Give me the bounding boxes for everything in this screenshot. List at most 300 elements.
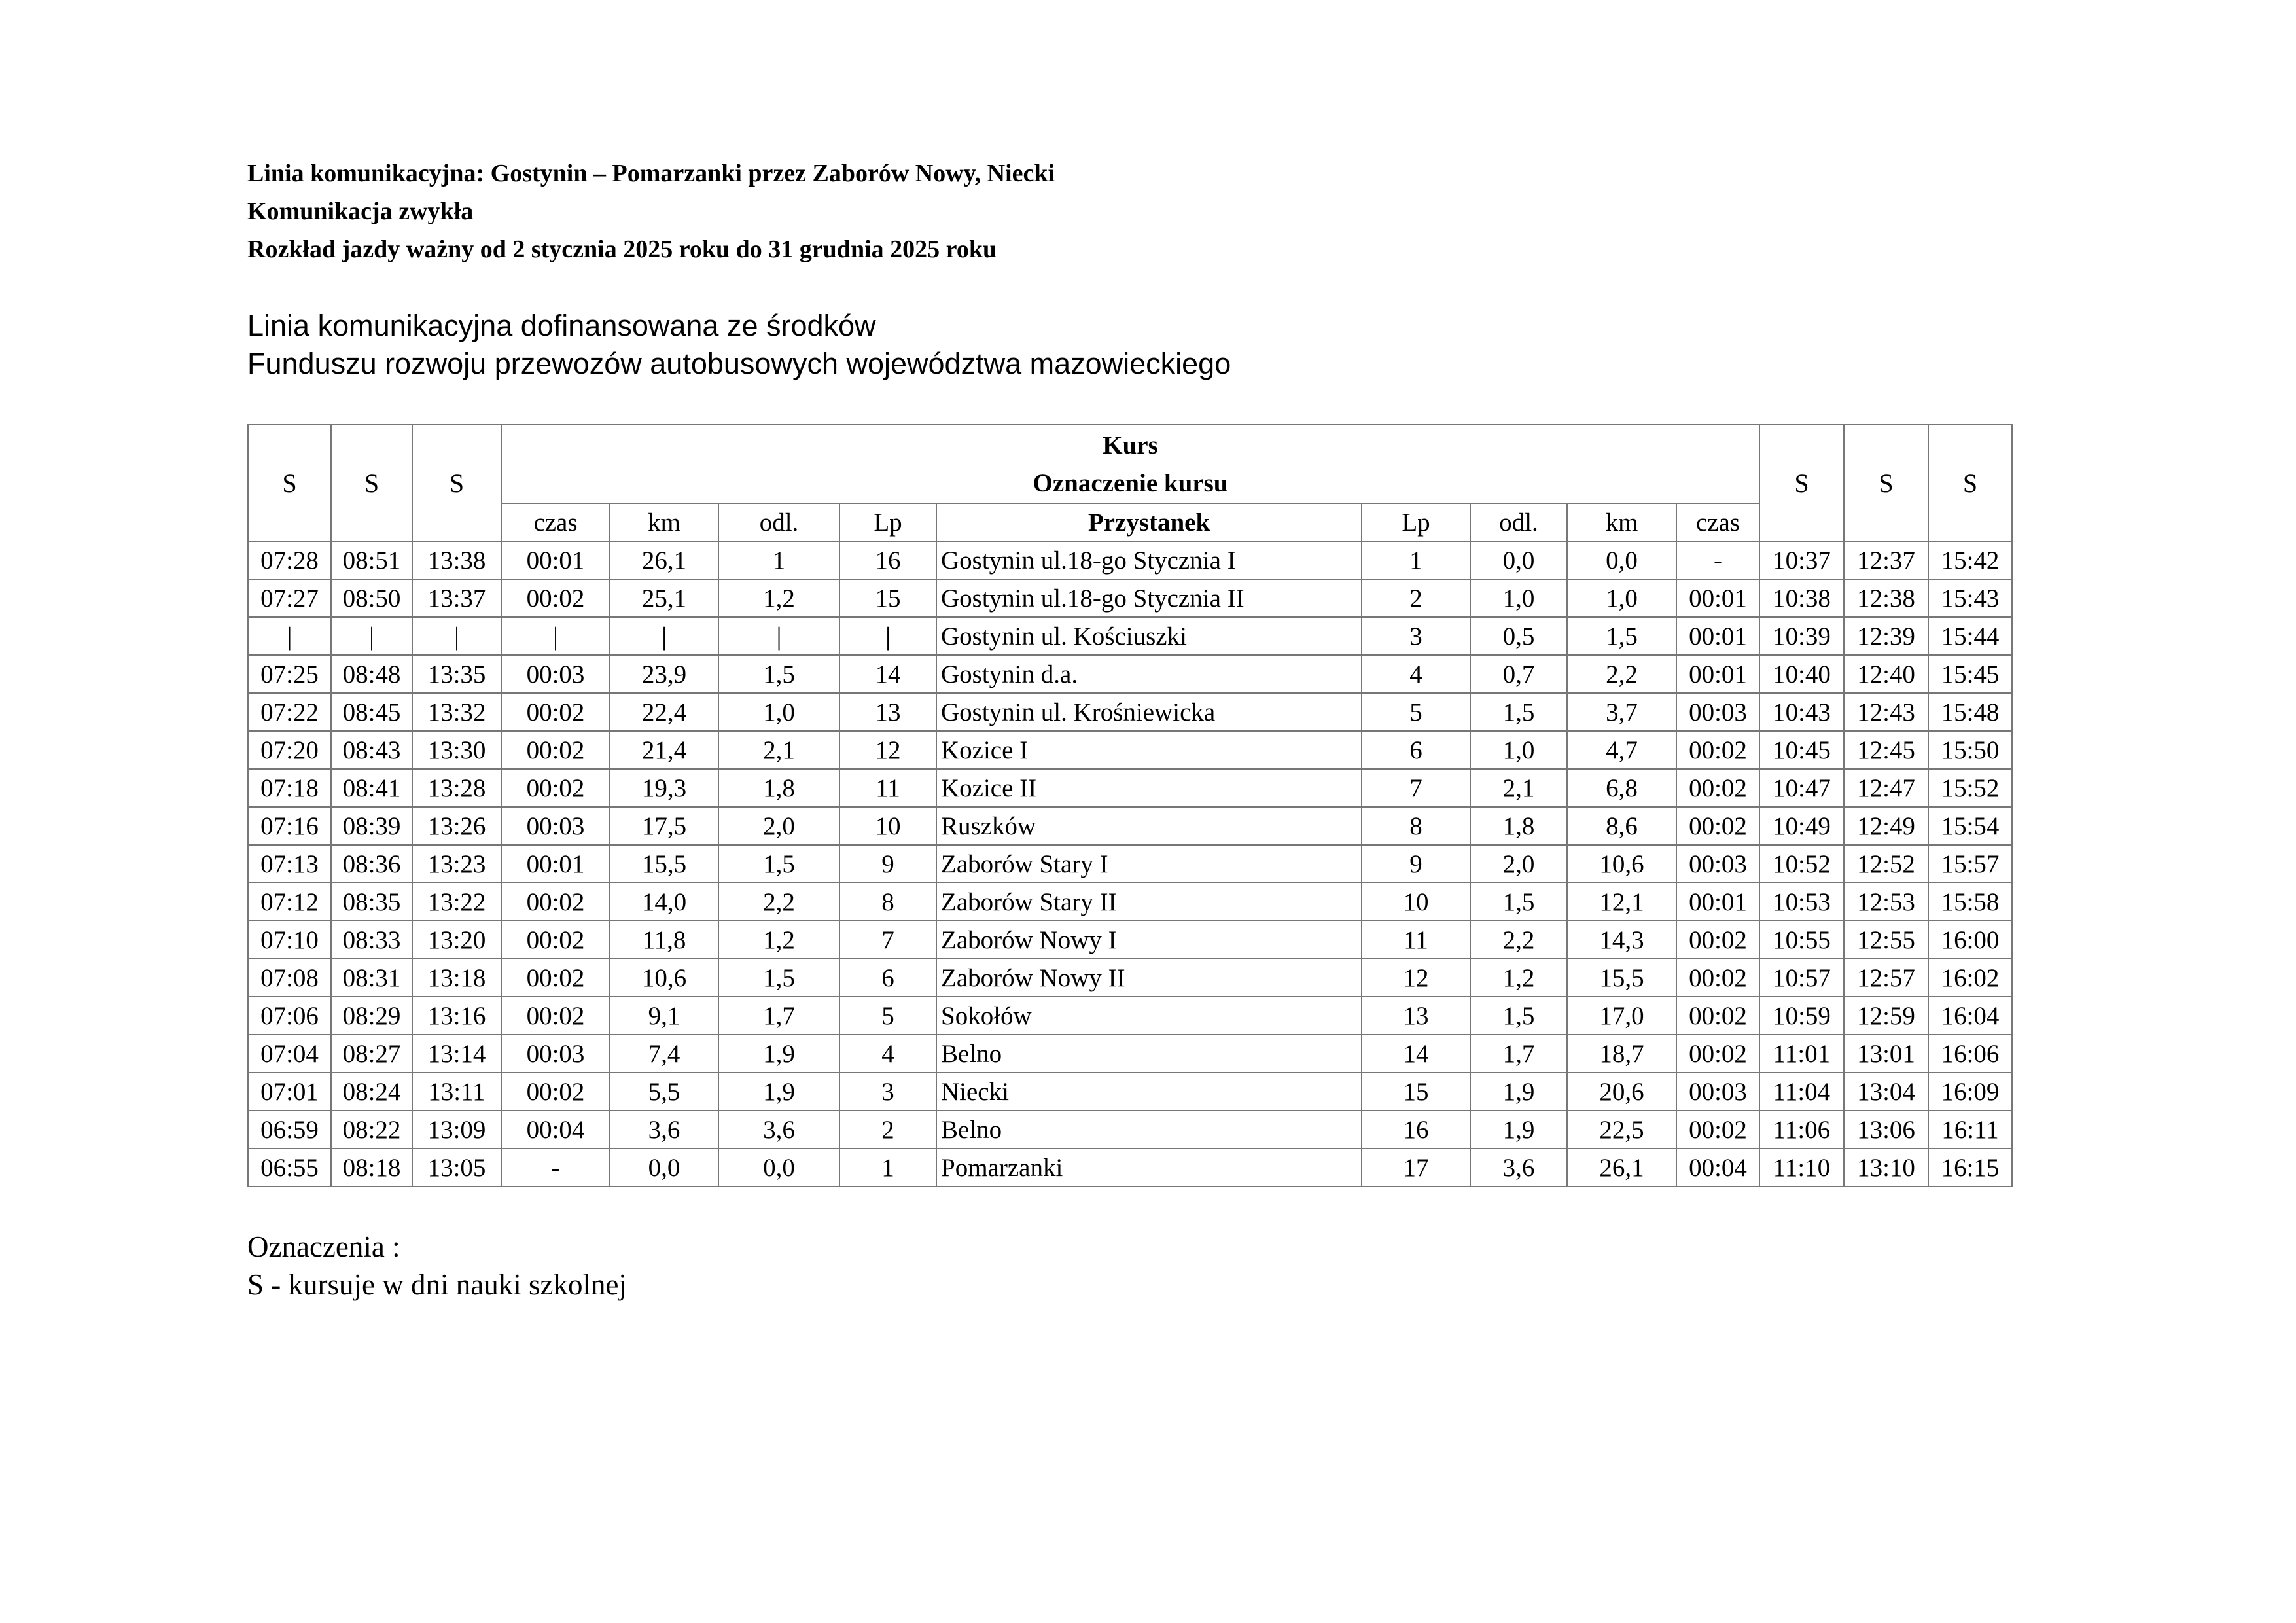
dep-right-3: 15:44 xyxy=(1928,617,2012,655)
timetable-row xyxy=(248,959,2012,997)
czas-right: 00:01 xyxy=(1676,655,1759,693)
dep-right-3: 15:50 xyxy=(1928,731,2012,769)
czas-left: 00:02 xyxy=(501,959,610,997)
lp-left: 8 xyxy=(839,883,936,921)
header-row-kurs xyxy=(248,425,2012,503)
dep-left-2: 08:33 xyxy=(331,921,412,959)
dep-left-2: 08:48 xyxy=(331,655,412,693)
service-type: Komunikacja zwykła xyxy=(247,198,474,225)
czas-left: 00:01 xyxy=(501,845,610,883)
dep-left-3: 13:14 xyxy=(412,1035,501,1073)
lp-right: 2 xyxy=(1362,579,1470,617)
dep-right-3: 16:00 xyxy=(1928,921,2012,959)
dep-right-1: 10:43 xyxy=(1759,693,1844,731)
route-title: Linia komunikacyjna: Gostynin – Pomarzanki przez Zaborów Nowy, Niecki xyxy=(247,160,1055,187)
odl-right: 1,9 xyxy=(1470,1111,1567,1149)
odl-left: 3,6 xyxy=(718,1111,839,1149)
dep-right-2: 12:38 xyxy=(1844,579,1928,617)
dep-right-1: 10:47 xyxy=(1759,769,1844,807)
km-left: 26,1 xyxy=(610,541,718,579)
dep-right-2: 12:52 xyxy=(1844,845,1928,883)
stop-name: Gostynin ul.18-go Stycznia I xyxy=(936,541,1362,579)
dep-right-2: 12:39 xyxy=(1844,617,1928,655)
km-left: 21,4 xyxy=(610,731,718,769)
odl-right: 1,0 xyxy=(1470,579,1567,617)
czas-right: 00:03 xyxy=(1676,845,1759,883)
course-mark-right-2: S xyxy=(1844,425,1928,541)
odl-left: 1,2 xyxy=(718,579,839,617)
dep-right-1: 10:49 xyxy=(1759,807,1844,845)
course-mark-left-2: S xyxy=(331,425,412,541)
dep-left-3: 13:32 xyxy=(412,693,501,731)
czas-right: 00:02 xyxy=(1676,731,1759,769)
lp-right: 15 xyxy=(1362,1073,1470,1111)
dep-right-1: 11:01 xyxy=(1759,1035,1844,1073)
odl-left: 2,0 xyxy=(718,807,839,845)
odl-left: 1,0 xyxy=(718,693,839,731)
dep-right-1: 10:40 xyxy=(1759,655,1844,693)
timetable-row xyxy=(248,731,2012,769)
odl-right: 2,1 xyxy=(1470,769,1567,807)
czas-left: 00:03 xyxy=(501,1035,610,1073)
odl-left: 1,8 xyxy=(718,769,839,807)
dep-right-3: 15:58 xyxy=(1928,883,2012,921)
dep-right-2: 12:57 xyxy=(1844,959,1928,997)
dep-left-2: 08:51 xyxy=(331,541,412,579)
dep-left-3: 13:30 xyxy=(412,731,501,769)
dep-left-3: | xyxy=(412,617,501,655)
lp-right: 7 xyxy=(1362,769,1470,807)
lp-left: 10 xyxy=(839,807,936,845)
czas-right: 00:02 xyxy=(1676,1035,1759,1073)
czas-left: 00:03 xyxy=(501,807,610,845)
timetable-row xyxy=(248,921,2012,959)
czas-right: 00:02 xyxy=(1676,1111,1759,1149)
km-right: 22,5 xyxy=(1567,1111,1676,1149)
stop-name: Kozice II xyxy=(936,769,1362,807)
dep-left-2: 08:31 xyxy=(331,959,412,997)
timetable-row xyxy=(248,1035,2012,1073)
czas-left: 00:01 xyxy=(501,541,610,579)
lp-right: 6 xyxy=(1362,731,1470,769)
stop-name: Gostynin ul. Kościuszki xyxy=(936,617,1362,655)
km-right: 14,3 xyxy=(1567,921,1676,959)
odl-left: | xyxy=(718,617,839,655)
dep-right-2: 12:40 xyxy=(1844,655,1928,693)
dep-left-2: 08:50 xyxy=(331,579,412,617)
dep-left-2: 08:43 xyxy=(331,731,412,769)
lp-left: 3 xyxy=(839,1073,936,1111)
km-left: 0,0 xyxy=(610,1149,718,1186)
dep-left-2: 08:27 xyxy=(331,1035,412,1073)
odl-right: 0,5 xyxy=(1470,617,1567,655)
dep-left-2: 08:35 xyxy=(331,883,412,921)
timetable-row xyxy=(248,579,2012,617)
timetable-row xyxy=(248,997,2012,1035)
lp-left: 13 xyxy=(839,693,936,731)
lp-left: 9 xyxy=(839,845,936,883)
dep-right-2: 12:55 xyxy=(1844,921,1928,959)
legend-title: Oznaczenia : xyxy=(247,1230,400,1263)
stop-name: Belno xyxy=(936,1111,1362,1149)
odl-left: 1,9 xyxy=(718,1035,839,1073)
km-left: 11,8 xyxy=(610,921,718,959)
lp-left: 2 xyxy=(839,1111,936,1149)
dep-left-3: 13:05 xyxy=(412,1149,501,1186)
czas-left: 00:02 xyxy=(501,883,610,921)
km-right: 1,5 xyxy=(1567,617,1676,655)
lp-right: 1 xyxy=(1362,541,1470,579)
czas-left: - xyxy=(501,1149,610,1186)
lp-right: 4 xyxy=(1362,655,1470,693)
dep-left-2: | xyxy=(331,617,412,655)
dep-right-3: 15:45 xyxy=(1928,655,2012,693)
stop-name: Gostynin ul.18-go Stycznia II xyxy=(936,579,1362,617)
czas-right: 00:02 xyxy=(1676,959,1759,997)
lp-left: 1 xyxy=(839,1149,936,1186)
km-right: 1,0 xyxy=(1567,579,1676,617)
lp-left: 11 xyxy=(839,769,936,807)
lp-left: 14 xyxy=(839,655,936,693)
dep-left-2: 08:39 xyxy=(331,807,412,845)
dep-left-2: 08:22 xyxy=(331,1111,412,1149)
km-right: 17,0 xyxy=(1567,997,1676,1035)
czas-left: 00:02 xyxy=(501,1073,610,1111)
czas-left: 00:02 xyxy=(501,769,610,807)
odl-right: 1,5 xyxy=(1470,693,1567,731)
stop-name: Gostynin d.a. xyxy=(936,655,1362,693)
dep-right-3: 16:02 xyxy=(1928,959,2012,997)
odl-left: 1,9 xyxy=(718,1073,839,1111)
dep-right-2: 12:49 xyxy=(1844,807,1928,845)
km-left: 19,3 xyxy=(610,769,718,807)
dep-right-3: 15:54 xyxy=(1928,807,2012,845)
dep-right-3: 16:15 xyxy=(1928,1149,2012,1186)
km-right: 0,0 xyxy=(1567,541,1676,579)
odl-left: 2,2 xyxy=(718,883,839,921)
odl-right: 2,2 xyxy=(1470,921,1567,959)
dep-right-3: 15:48 xyxy=(1928,693,2012,731)
km-right: 2,2 xyxy=(1567,655,1676,693)
odl-left: 1 xyxy=(718,541,839,579)
odl-right: 1,8 xyxy=(1470,807,1567,845)
czas-left: 00:02 xyxy=(501,579,610,617)
dep-left-1: 07:25 xyxy=(248,655,331,693)
czas-left: | xyxy=(501,617,610,655)
km-left: 9,1 xyxy=(610,997,718,1035)
dep-right-3: 15:52 xyxy=(1928,769,2012,807)
dep-left-1: | xyxy=(248,617,331,655)
czas-left: 00:02 xyxy=(501,731,610,769)
dep-right-1: 11:10 xyxy=(1759,1149,1844,1186)
stop-name: Zaborów Nowy I xyxy=(936,921,1362,959)
czas-left: 00:02 xyxy=(501,693,610,731)
dep-right-1: 10:37 xyxy=(1759,541,1844,579)
odl-right: 3,6 xyxy=(1470,1149,1567,1186)
czas-left: 00:02 xyxy=(501,997,610,1035)
dep-right-3: 15:57 xyxy=(1928,845,2012,883)
lp-right: 17 xyxy=(1362,1149,1470,1186)
col-header-lp-right: Lp xyxy=(1362,503,1470,541)
col-header-przystanek: Przystanek xyxy=(936,503,1362,541)
lp-left: 12 xyxy=(839,731,936,769)
dep-left-2: 08:24 xyxy=(331,1073,412,1111)
dep-left-2: 08:41 xyxy=(331,769,412,807)
lp-right: 5 xyxy=(1362,693,1470,731)
dep-left-3: 13:22 xyxy=(412,883,501,921)
dep-left-2: 08:45 xyxy=(331,693,412,731)
czas-left: 00:03 xyxy=(501,655,610,693)
col-header-odl-left: odl. xyxy=(718,503,839,541)
odl-right: 1,5 xyxy=(1470,997,1567,1035)
odl-left: 0,0 xyxy=(718,1149,839,1186)
dep-right-1: 10:38 xyxy=(1759,579,1844,617)
validity-period: Rozkład jazdy ważny od 2 stycznia 2025 roku do 31 grudnia 2025 roku xyxy=(247,236,997,263)
dep-left-3: 13:26 xyxy=(412,807,501,845)
dep-right-2: 12:43 xyxy=(1844,693,1928,731)
stop-name: Zaborów Nowy II xyxy=(936,959,1362,997)
header-row-columns xyxy=(248,503,2012,541)
km-right: 6,8 xyxy=(1567,769,1676,807)
km-left: 22,4 xyxy=(610,693,718,731)
odl-right: 1,7 xyxy=(1470,1035,1567,1073)
odl-right: 1,0 xyxy=(1470,731,1567,769)
timetable-row xyxy=(248,769,2012,807)
dep-right-3: 16:09 xyxy=(1928,1073,2012,1111)
dep-right-1: 10:45 xyxy=(1759,731,1844,769)
km-right: 12,1 xyxy=(1567,883,1676,921)
course-mark-right-3: S xyxy=(1928,425,2012,541)
stop-name: Gostynin ul. Krośniewicka xyxy=(936,693,1362,731)
km-left: 14,0 xyxy=(610,883,718,921)
dep-right-1: 10:39 xyxy=(1759,617,1844,655)
funding-note-line-1: Linia komunikacyjna dofinansowana ze środków xyxy=(247,309,876,342)
stop-name: Belno xyxy=(936,1035,1362,1073)
odl-left: 2,1 xyxy=(718,731,839,769)
timetable-row xyxy=(248,883,2012,921)
col-header-lp-left: Lp xyxy=(839,503,936,541)
odl-right: 1,5 xyxy=(1470,883,1567,921)
stop-name: Niecki xyxy=(936,1073,1362,1111)
timetable-row xyxy=(248,693,2012,731)
dep-left-3: 13:28 xyxy=(412,769,501,807)
czas-right: - xyxy=(1676,541,1759,579)
dep-right-1: 10:59 xyxy=(1759,997,1844,1035)
km-right: 26,1 xyxy=(1567,1149,1676,1186)
odl-right: 1,9 xyxy=(1470,1073,1567,1111)
timetable-row xyxy=(248,807,2012,845)
lp-left: 15 xyxy=(839,579,936,617)
dep-right-2: 12:37 xyxy=(1844,541,1928,579)
dep-left-1: 07:01 xyxy=(248,1073,331,1111)
lp-right: 13 xyxy=(1362,997,1470,1035)
timetable-row xyxy=(248,845,2012,883)
stop-name: Zaborów Stary II xyxy=(936,883,1362,921)
km-right: 20,6 xyxy=(1567,1073,1676,1111)
czas-right: 00:02 xyxy=(1676,807,1759,845)
dep-right-2: 12:45 xyxy=(1844,731,1928,769)
czas-right: 00:04 xyxy=(1676,1149,1759,1186)
odl-left: 1,5 xyxy=(718,959,839,997)
km-right: 15,5 xyxy=(1567,959,1676,997)
dep-left-3: 13:35 xyxy=(412,655,501,693)
col-header-czas-left: czas xyxy=(501,503,610,541)
stop-name: Sokołów xyxy=(936,997,1362,1035)
dep-left-1: 07:08 xyxy=(248,959,331,997)
km-right: 3,7 xyxy=(1567,693,1676,731)
km-left: 3,6 xyxy=(610,1111,718,1149)
timetable-row xyxy=(248,655,2012,693)
dep-left-1: 07:18 xyxy=(248,769,331,807)
timetable-row xyxy=(248,1149,2012,1186)
dep-left-1: 07:27 xyxy=(248,579,331,617)
km-left: 5,5 xyxy=(610,1073,718,1111)
czas-right: 00:02 xyxy=(1676,769,1759,807)
col-header-czas-right: czas xyxy=(1676,503,1759,541)
czas-right: 00:01 xyxy=(1676,617,1759,655)
dep-right-3: 16:06 xyxy=(1928,1035,2012,1073)
stop-name: Zaborów Stary I xyxy=(936,845,1362,883)
dep-left-2: 08:36 xyxy=(331,845,412,883)
dep-left-1: 07:16 xyxy=(248,807,331,845)
czas-right: 00:01 xyxy=(1676,883,1759,921)
dep-left-3: 13:20 xyxy=(412,921,501,959)
lp-right: 16 xyxy=(1362,1111,1470,1149)
timetable xyxy=(247,424,2013,1187)
czas-right: 00:02 xyxy=(1676,921,1759,959)
km-left: 17,5 xyxy=(610,807,718,845)
dep-left-3: 13:23 xyxy=(412,845,501,883)
dep-right-2: 12:59 xyxy=(1844,997,1928,1035)
dep-right-2: 13:04 xyxy=(1844,1073,1928,1111)
dep-right-2: 12:53 xyxy=(1844,883,1928,921)
col-header-km-right: km xyxy=(1567,503,1676,541)
lp-right: 8 xyxy=(1362,807,1470,845)
km-right: 4,7 xyxy=(1567,731,1676,769)
dep-left-1: 07:12 xyxy=(248,883,331,921)
km-left: 10,6 xyxy=(610,959,718,997)
lp-left: | xyxy=(839,617,936,655)
dep-right-3: 15:43 xyxy=(1928,579,2012,617)
km-right: 8,6 xyxy=(1567,807,1676,845)
dep-right-1: 11:04 xyxy=(1759,1073,1844,1111)
dep-left-1: 07:20 xyxy=(248,731,331,769)
czas-left: 00:02 xyxy=(501,921,610,959)
dep-right-1: 10:55 xyxy=(1759,921,1844,959)
dep-right-1: 11:06 xyxy=(1759,1111,1844,1149)
legend-s: S - kursuje w dni nauki szkolnej xyxy=(247,1268,627,1301)
czas-left: 00:04 xyxy=(501,1111,610,1149)
odl-left: 1,2 xyxy=(718,921,839,959)
course-mark-right-1: S xyxy=(1759,425,1844,541)
odl-right: 0,7 xyxy=(1470,655,1567,693)
lp-right: 14 xyxy=(1362,1035,1470,1073)
lp-right: 10 xyxy=(1362,883,1470,921)
course-mark-left-1: S xyxy=(248,425,331,541)
lp-right: 9 xyxy=(1362,845,1470,883)
dep-right-2: 12:47 xyxy=(1844,769,1928,807)
timetable-row xyxy=(248,1073,2012,1111)
czas-right: 00:02 xyxy=(1676,997,1759,1035)
lp-left: 7 xyxy=(839,921,936,959)
km-left: 23,9 xyxy=(610,655,718,693)
km-right: 10,6 xyxy=(1567,845,1676,883)
course-mark-left-3: S xyxy=(412,425,501,541)
odl-left: 1,5 xyxy=(718,655,839,693)
timetable-row xyxy=(248,617,2012,655)
odl-right: 0,0 xyxy=(1470,541,1567,579)
km-left: 7,4 xyxy=(610,1035,718,1073)
dep-left-1: 07:13 xyxy=(248,845,331,883)
dep-left-3: 13:16 xyxy=(412,997,501,1035)
lp-left: 16 xyxy=(839,541,936,579)
lp-right: 11 xyxy=(1362,921,1470,959)
lp-right: 3 xyxy=(1362,617,1470,655)
km-left: 25,1 xyxy=(610,579,718,617)
czas-right: 00:03 xyxy=(1676,1073,1759,1111)
dep-left-1: 07:22 xyxy=(248,693,331,731)
czas-right: 00:03 xyxy=(1676,693,1759,731)
dep-right-3: 16:11 xyxy=(1928,1111,2012,1149)
dep-left-3: 13:09 xyxy=(412,1111,501,1149)
lp-left: 5 xyxy=(839,997,936,1035)
dep-left-1: 07:10 xyxy=(248,921,331,959)
funding-note-line-2: Funduszu rozwoju przewozów autobusowych województwa mazowieckiego xyxy=(247,347,1231,380)
timetable-row xyxy=(248,1111,2012,1149)
lp-right: 12 xyxy=(1362,959,1470,997)
col-header-odl-right: odl. xyxy=(1470,503,1567,541)
odl-right: 2,0 xyxy=(1470,845,1567,883)
oznaczenie-kursu-label: Oznaczenie kursu xyxy=(1033,469,1228,497)
dep-right-3: 15:42 xyxy=(1928,541,2012,579)
dep-left-3: 13:37 xyxy=(412,579,501,617)
lp-left: 6 xyxy=(839,959,936,997)
dep-right-1: 10:57 xyxy=(1759,959,1844,997)
timetable-row xyxy=(248,541,2012,579)
dep-left-2: 08:29 xyxy=(331,997,412,1035)
km-right: 18,7 xyxy=(1567,1035,1676,1073)
dep-left-1: 07:06 xyxy=(248,997,331,1035)
dep-right-2: 13:10 xyxy=(1844,1149,1928,1186)
dep-left-3: 13:11 xyxy=(412,1073,501,1111)
dep-left-1: 07:28 xyxy=(248,541,331,579)
odl-left: 1,7 xyxy=(718,997,839,1035)
col-header-km-left: km xyxy=(610,503,718,541)
lp-left: 4 xyxy=(839,1035,936,1073)
odl-right: 1,2 xyxy=(1470,959,1567,997)
dep-right-1: 10:53 xyxy=(1759,883,1844,921)
km-left: 15,5 xyxy=(610,845,718,883)
kurs-label: Kurs xyxy=(1103,431,1158,459)
odl-left: 1,5 xyxy=(718,845,839,883)
km-left: | xyxy=(610,617,718,655)
dep-right-2: 13:01 xyxy=(1844,1035,1928,1073)
stop-name: Pomarzanki xyxy=(936,1149,1362,1186)
stop-name: Ruszków xyxy=(936,807,1362,845)
dep-left-1: 06:59 xyxy=(248,1111,331,1149)
czas-right: 00:01 xyxy=(1676,579,1759,617)
dep-left-2: 08:18 xyxy=(331,1149,412,1186)
dep-left-3: 13:18 xyxy=(412,959,501,997)
kurs-header xyxy=(501,425,1759,503)
dep-left-3: 13:38 xyxy=(412,541,501,579)
dep-left-1: 06:55 xyxy=(248,1149,331,1186)
dep-right-3: 16:04 xyxy=(1928,997,2012,1035)
stop-name: Kozice I xyxy=(936,731,1362,769)
dep-right-2: 13:06 xyxy=(1844,1111,1928,1149)
dep-right-1: 10:52 xyxy=(1759,845,1844,883)
dep-left-1: 07:04 xyxy=(248,1035,331,1073)
